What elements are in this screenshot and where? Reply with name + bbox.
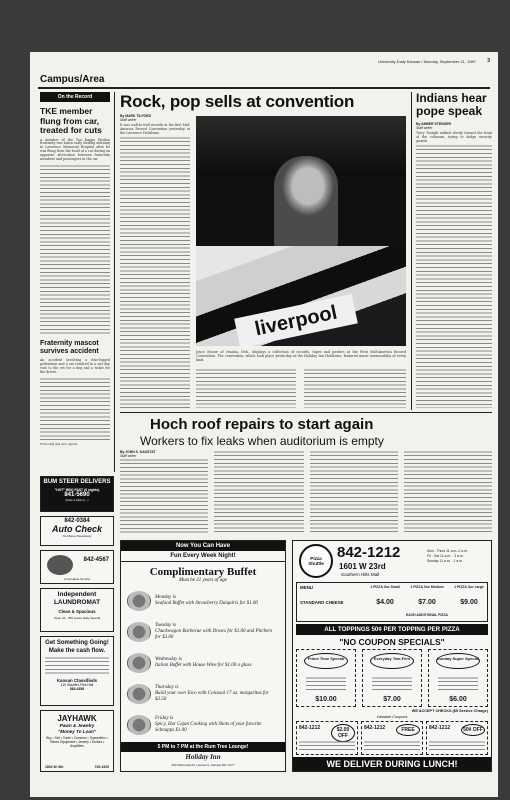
main-byline xyxy=(120,114,151,122)
pizza-phone: 842-1212 xyxy=(337,544,401,561)
lower-body-col3 xyxy=(310,450,398,534)
bum-steer-ad xyxy=(40,476,114,512)
holiday-intro: Now You Can Have xyxy=(121,541,285,551)
side-headline: Indians hear pope speak xyxy=(416,91,487,118)
holiday-day-text xyxy=(155,685,279,703)
pizza-size-row xyxy=(367,585,487,589)
holiday-day-offer: Chuckwagon Barbecue with Draws for $1.00 and Pitchers for $3.00 xyxy=(155,628,273,640)
jayhawk-ad xyxy=(40,710,114,772)
holiday-title: Complimentary Buffet xyxy=(149,566,257,578)
pizza-special-details xyxy=(438,676,478,690)
plumbing-ad xyxy=(40,550,114,584)
lower-body-col2 xyxy=(214,450,304,534)
story2-body xyxy=(40,377,110,441)
holiday-day-item xyxy=(121,709,285,740)
holiday-day-item xyxy=(121,616,285,647)
auto-check-ad xyxy=(40,516,114,546)
main-byline-role: Staff writer xyxy=(120,118,137,122)
lower-body-col1 xyxy=(120,458,208,534)
food-illustration-icon xyxy=(127,622,151,642)
photo-caption: Joyce Moore of Omaha, Neb., displays a collection of records, tapes and posters at the First Mid-America Record Convention. The convention, which took place yesterday at the Holiday Inn Holidome, featured music memorabilia of every kind. xyxy=(196,350,406,362)
holiday-day-offer: Build your own Taco with Colossal 17 oz. margaritas for $3.50 xyxy=(155,690,269,702)
laundromat-title: Independent LAUNDROMAT xyxy=(53,591,101,606)
side-lead: Terry Tsotigh walked slowly toward the front of the coliseum, trying to dodge security guards. xyxy=(416,131,492,143)
jayhawk-subtitle: Pawn & Jewelry xyxy=(59,723,95,728)
food-illustration-icon xyxy=(127,684,151,704)
header-rule xyxy=(38,87,490,89)
side-byline xyxy=(416,122,451,130)
bum-steer-note: (Give a Kick to...) xyxy=(65,498,89,502)
pizza-coupon-value: 50¢ OFF xyxy=(461,724,485,736)
classified-title: Get Something Going! xyxy=(45,640,109,646)
pizza-coupon-lines xyxy=(299,740,355,752)
holiday-day-text xyxy=(155,657,252,669)
pizza-special-coupon xyxy=(296,649,356,707)
newspaper-page xyxy=(30,52,498,797)
story1-lead: A member of the Tau Kappa Epsilon fraternity was taken early Sunday morning to Lawrence Memorial Hospital after he was flung from the hood of a car during an apparent altercation between fraternity members and passengers in the car. xyxy=(40,137,110,162)
main-lead: It was wall-to-wall records at the first Mid-America Record Convention yesterday at the Lawrence Holidome. xyxy=(120,123,190,135)
page-info: University Daily Kansan / Monday, September 21, 1987 xyxy=(378,59,476,64)
story1-headline: TKE member flung from car, treated for cuts xyxy=(40,106,102,135)
holiday-address: 200 McDonald Dr. Lawrence, Kansas xyxy=(171,763,221,767)
pizza-coupons-label: Valuable Coupons xyxy=(376,715,408,719)
pizza-price: $9.00 xyxy=(460,599,478,606)
holiday-week: Fun Every Week Night! xyxy=(121,551,285,562)
classified-body xyxy=(45,656,109,676)
pizza-price: $4.00 xyxy=(376,599,394,606)
pizza-location: Southern Hills Mall xyxy=(341,572,380,577)
pizza-coupon-lines xyxy=(429,740,485,752)
page-number: 3 xyxy=(487,58,490,64)
main-body-col1 xyxy=(120,136,190,408)
lower-byline-name: By JOHN S. KAUSTAT xyxy=(120,450,156,454)
bum-steer-phone: 841-5690 xyxy=(64,492,90,498)
plumbing-phone: 842-4567 xyxy=(83,557,109,563)
wire-credit: From staff and wire reports xyxy=(40,441,78,446)
jayhawk-items: Buy • Sell • Trade • Cameras • Typewriters • Stereo Equipment • Jewelry • Guitars • Amplifiers xyxy=(46,736,108,748)
main-body-col2 xyxy=(196,368,296,408)
photo-person xyxy=(274,156,338,252)
pizza-size-label: 1 PIZZA Our Large xyxy=(454,585,484,589)
holiday-subtitle: Must be 21 years of age xyxy=(179,578,227,583)
pizza-hours-line: Mon - Thurs 11 a.m.-2 a.m. xyxy=(427,549,468,553)
pizza-coupon-banner: "NO COUPON SPECIALS" xyxy=(339,637,445,647)
main-headline: Rock, pop sells at convention xyxy=(120,92,355,111)
holiday-day-name: Friday is xyxy=(155,715,174,721)
food-illustration-icon xyxy=(127,591,151,611)
lower-subheadline: Workers to fix leaks when auditorium is empty xyxy=(140,434,384,448)
auto-phone: 842-0384 xyxy=(64,518,90,524)
jayhawk-address: 1804 W. 6th xyxy=(45,765,64,769)
pizza-special-name: Prime Time Special xyxy=(304,653,348,669)
jayhawk-slogan: "Money To Loan" xyxy=(58,729,96,734)
food-illustration-icon xyxy=(127,715,151,735)
pizza-special-price: $7.00 xyxy=(383,696,401,703)
holiday-day-text xyxy=(155,716,279,734)
column-rule-right xyxy=(411,92,412,410)
page-header xyxy=(38,58,490,68)
classified-address: 119 Stauffer-Flint Hall xyxy=(60,683,94,687)
pizza-price: $7.00 xyxy=(418,599,436,606)
pizza-menu-label: MENU xyxy=(300,585,313,590)
laundromat-hours: Open 24 - 365 Lower Daily Special xyxy=(53,616,101,620)
pizza-special-coupon xyxy=(362,649,422,707)
pizza-price-row xyxy=(367,599,487,606)
pizza-special-details xyxy=(372,676,412,690)
pizza-address: 1601 W 23rd xyxy=(339,562,386,571)
pizza-coupon-lines xyxy=(364,740,420,752)
column-rule xyxy=(114,92,115,472)
holiday-day-offer: Seafood Buffet with Strawberry Daiquiris for $1.00 xyxy=(155,600,258,606)
pizza-specials xyxy=(296,649,488,707)
bum-steer-hours: "HOT" BBQ FAST (6 nights) xyxy=(54,488,100,492)
main-byline-name: By MARK TILFORD xyxy=(120,114,152,118)
main-body-col3 xyxy=(304,368,406,408)
pizza-coupon-value: FREE xyxy=(396,724,420,736)
holiday-day-item xyxy=(121,585,285,616)
pizza-coupon xyxy=(361,721,423,755)
pizza-coupon xyxy=(426,721,488,755)
plumbing-tagline: A Complete Service xyxy=(63,577,91,581)
holiday-time: 5 PM to 7 PM at the Rum Tree Lounge! xyxy=(121,742,285,752)
photo-poster-text: liverpool xyxy=(234,294,358,346)
holiday-day-item xyxy=(121,647,285,678)
convention-photo xyxy=(196,116,406,346)
food-illustration-icon xyxy=(127,653,151,673)
pizza-footer: WE DELIVER DURING LUNCH! xyxy=(293,757,491,771)
pizza-toppings: ALL TOPPINGS 50¢ PER TOPPING PER PIZZA xyxy=(296,624,488,635)
pizza-extra: EACH ADDITIONAL PIZZA xyxy=(405,613,448,617)
pizza-cheese-label: STANDARD CHEESE xyxy=(300,600,344,605)
lower-body-col4 xyxy=(404,450,492,534)
jayhawk-title: JAYHAWK xyxy=(57,714,97,723)
classified-ad xyxy=(40,636,114,706)
holiday-phone: 841-7077 xyxy=(221,763,235,767)
lower-story-rule xyxy=(120,412,492,413)
side-body xyxy=(416,144,492,408)
on-the-record-label: On the Record xyxy=(40,92,110,102)
pizza-coupon-phone: 842-1212 xyxy=(299,725,321,731)
story2-headline: Fraternity mascot survives accident xyxy=(40,339,99,355)
auto-tagline: No Money Necessary xyxy=(62,534,92,538)
lower-headline: Hoch roof repairs to start again xyxy=(150,416,374,433)
holiday-address-line xyxy=(121,763,285,767)
holiday-day-offer: Italian Buffet with House Wine for $1.00 a glass xyxy=(155,662,252,668)
pizza-hours-line: Sunday 11 a.m. - 1 a.m. xyxy=(427,558,463,563)
holiday-day-text xyxy=(155,623,279,641)
pizza-special-price: $10.00 xyxy=(315,696,337,703)
auto-name: Auto Check xyxy=(51,524,102,534)
pizza-menu xyxy=(296,582,488,622)
pizza-coupon xyxy=(296,721,358,755)
laundromat-subtitle: Clean & Spacious xyxy=(58,609,96,614)
lower-byline-role: Staff writer xyxy=(120,454,137,458)
lower-byline xyxy=(120,450,155,458)
plumbing-illustration xyxy=(47,555,73,575)
pizza-special-details xyxy=(306,676,346,690)
left-column xyxy=(40,92,110,472)
section-title: Campus/Area xyxy=(40,74,105,85)
pizza-special-name: Everyday Two-Fers xyxy=(370,653,414,669)
pizza-coupons xyxy=(296,721,488,755)
side-byline-name: By AMBER STENGER xyxy=(416,122,451,126)
pizza-coupon-phone: 842-1212 xyxy=(429,725,451,731)
pizza-coupon-value: $2.00 OFF xyxy=(331,724,355,742)
story1-body xyxy=(40,164,110,334)
holiday-day-offer: Spicy, Hot Cajun Cooking with Shots of your favorite Schnapps $1.00 xyxy=(155,721,262,733)
holiday-day-list xyxy=(121,585,285,740)
pizza-coupon-phone: 842-1212 xyxy=(364,725,386,731)
pizza-checks: WE ACCEPT CHECKS ($5 Service Charge) xyxy=(411,709,488,713)
holiday-inn-ad xyxy=(120,540,286,772)
holiday-day-name: Wednesday is xyxy=(155,656,182,662)
pizza-shuttle-ad xyxy=(292,540,492,772)
pizza-special-coupon xyxy=(428,649,488,707)
laundromat-ad xyxy=(40,588,114,632)
pizza-hours xyxy=(427,549,489,563)
jayhawk-footer xyxy=(45,765,109,769)
pizza-special-price: $6.00 xyxy=(449,696,467,703)
holiday-brand: Holiday Inn xyxy=(185,753,221,761)
pizza-size-label: 1 PIZZA Our Medium xyxy=(410,585,444,589)
holiday-day-name: Monday is xyxy=(155,594,176,600)
jayhawk-phone: 749-1929 xyxy=(94,765,109,769)
pizza-logo xyxy=(299,544,333,578)
pizza-hours-line: Fri - Sat 11 a.m. - 3 a.m. xyxy=(427,553,464,558)
classified-subtitle: Make the cash flow. xyxy=(48,648,106,654)
pizza-brand: Pizza Shuttle xyxy=(308,556,324,566)
story2-lead: An accident involving a four-legged pedestrian and a car resulted in a one-day visit to the vet for a dog and a ticket for the driver. xyxy=(40,357,110,374)
classified-name: Kansan Classifieds xyxy=(56,678,98,683)
bum-steer-name: BUM STEER DELIVERS xyxy=(43,479,111,485)
side-byline-role: Staff writer xyxy=(416,126,433,130)
holiday-day-name: Thursday is xyxy=(155,684,179,690)
holiday-day-name: Tuesday is xyxy=(155,622,176,628)
pizza-size-label: 1 PIZZA Our Small xyxy=(370,585,400,589)
holiday-day-item xyxy=(121,678,285,709)
pizza-special-name: Sunday Super Special xyxy=(436,653,480,669)
holiday-day-text xyxy=(155,595,258,607)
classified-phone: 864-4358 xyxy=(69,687,85,691)
